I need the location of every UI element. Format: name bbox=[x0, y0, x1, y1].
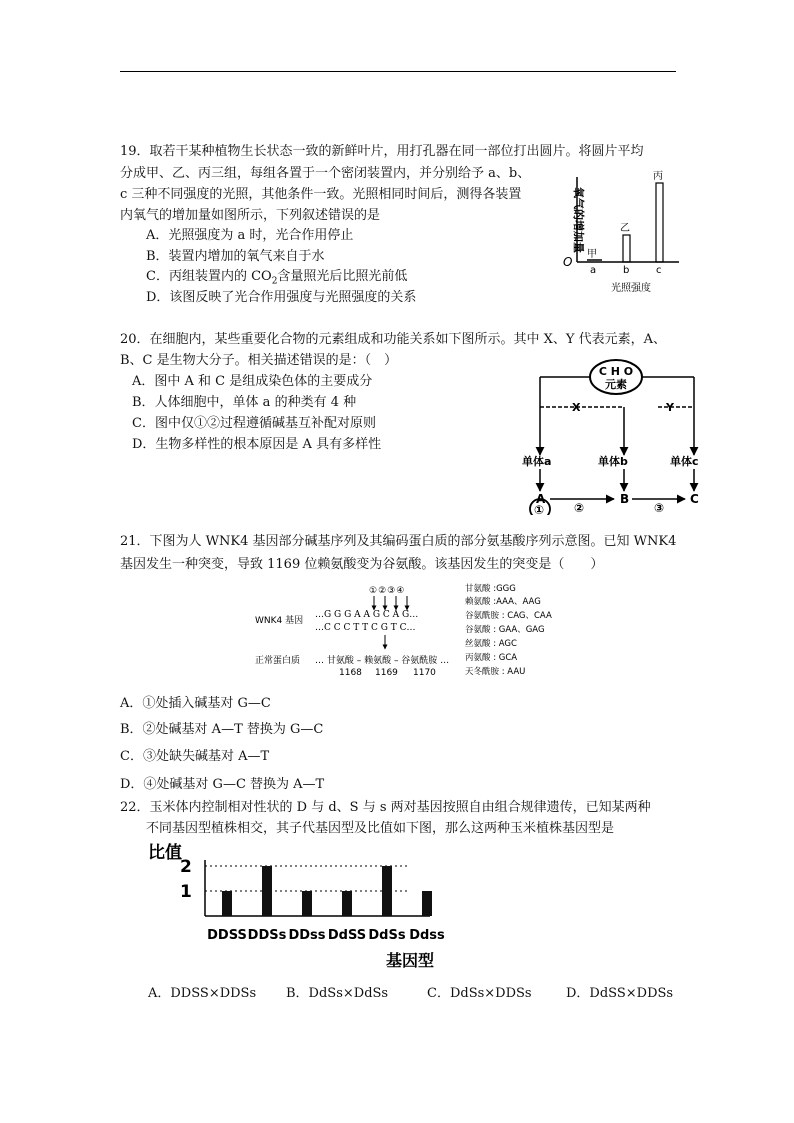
q22-bar-Ddss bbox=[422, 891, 432, 916]
macromolecule-A: A bbox=[536, 492, 546, 506]
coding-strand: …G G G A A G C A G… bbox=[315, 610, 419, 620]
codon-table-row-1: 甘氨酸 :GGG bbox=[465, 584, 516, 594]
q22-xtick-Ddss: Ddss bbox=[409, 928, 445, 943]
q21-option-c: C．③处缺失碱基对 A—T bbox=[120, 749, 270, 764]
monomer-c: 单体c bbox=[670, 455, 699, 468]
q22-ytick-2: 2 bbox=[180, 857, 192, 877]
q22-bar-DdSS bbox=[342, 891, 352, 916]
q22-option-a: A．DDSS×DDSs bbox=[148, 986, 257, 1001]
q19-line-1: 19．取若干某种植物生长状态一致的新鲜叶片，用打孔器在同一部位打出圆片。将圆片平均 bbox=[120, 144, 644, 159]
macromolecule-B: B bbox=[620, 492, 630, 506]
q19-option-b: B．装置内增加的氧气来自于水 bbox=[146, 249, 325, 264]
q22-line-1: 22．玉米体内控制相对性状的 D 与 d、S 与 s 两对基因按照自由组合规律遗传，已知某两种 bbox=[120, 800, 651, 815]
q19-ylabel: 氧气的增加量 bbox=[572, 187, 585, 253]
q21-line-2: 基因发生一种突变，导致 1169 位赖氨酸变为谷氨酸。该基因发生的突变是（ ） bbox=[120, 557, 604, 572]
q20-flow-diagram bbox=[508, 355, 723, 515]
q21-gene-figure bbox=[255, 583, 570, 681]
q19-label-jia: 甲 bbox=[587, 249, 597, 260]
q19-tick-c: c bbox=[656, 265, 662, 276]
q22-option-c: C．DdSs×DDSs bbox=[427, 986, 532, 1001]
position-1169: 1169 bbox=[375, 668, 398, 678]
q21-option-d: D．④处碱基对 G—C 替换为 A—T bbox=[120, 777, 325, 792]
q20-option-b: B．人体细胞中，单体 a 的种类有 4 种 bbox=[132, 395, 357, 410]
step3-label: ③ bbox=[654, 501, 665, 515]
q22-option-b: B．DdSs×DdSs bbox=[286, 986, 389, 1001]
mutation-markers: ①②③④ bbox=[369, 586, 406, 596]
q19-tick-a: a bbox=[590, 265, 597, 276]
q19-option-c: C．丙组装置内的 $CO_2$含量照光后比照光前低 bbox=[146, 269, 408, 287]
q22-xtick-DDSS: DDSS bbox=[207, 928, 247, 943]
q22-xtick-DDss: DDss bbox=[288, 928, 326, 943]
q20-option-a: A．图中 A 和 C 是组成染色体的主要成分 bbox=[132, 374, 373, 389]
gene-label: WNK4 基因 bbox=[255, 616, 304, 626]
q19-option-d: D．该图反映了光合作用强度与光照强度的关系 bbox=[146, 290, 417, 305]
protein-sequence: … 甘氨酸 – 赖氨酸 – 谷氨酰胺 … bbox=[315, 656, 450, 666]
codon-table-row-5: 丝氨酸 : AGC bbox=[465, 639, 517, 649]
codon-table-row-4: 谷氨酸 : GAA、GAG bbox=[465, 625, 545, 635]
q22-bar-DDSs bbox=[262, 866, 272, 916]
position-1170: 1170 bbox=[413, 668, 436, 678]
step1-label: ① bbox=[534, 503, 545, 515]
step2-label: ② bbox=[574, 501, 585, 515]
q21-option-a: A．①处插入碱基对 G—C bbox=[120, 696, 271, 711]
q22-xlabel: 基因型 bbox=[386, 951, 435, 970]
header-rule bbox=[120, 71, 676, 72]
q20-option-d: D．生物多样性的根本原因是 A 具有多样性 bbox=[132, 437, 382, 452]
q22-ylabel: 比值 bbox=[148, 843, 182, 863]
codon-table-row-7: 天冬酰胺 : AAU bbox=[465, 667, 526, 677]
element-x-label: X bbox=[572, 401, 581, 414]
q20-option-c: C．图中仅①②过程遵循碱基互补配对原则 bbox=[132, 416, 376, 431]
q19-bar-chart bbox=[555, 165, 690, 295]
q19-bar-bing bbox=[656, 183, 663, 262]
codon-table-row-6: 丙氨酸 : GCA bbox=[465, 653, 518, 663]
codon-table-row-2: 赖氨酸 :AAA、AAG bbox=[465, 597, 541, 607]
q19-bar-yi bbox=[623, 235, 630, 262]
q22-line-2: 不同基因型植株相交，其子代基因型及比值如下图，那么这两种玉米植株基因型是 bbox=[146, 821, 615, 836]
q19-label-bing: 丙 bbox=[653, 171, 663, 182]
position-1168: 1168 bbox=[339, 668, 362, 678]
q22-option-d: D．DdSS×DDSs bbox=[566, 986, 674, 1001]
q19-option-a: A．光照强度为 a 时，光合作用停止 bbox=[146, 228, 354, 243]
q21-option-b: B．②处碱基对 A—T 替换为 G—C bbox=[120, 722, 324, 737]
element-y-label: Y bbox=[666, 401, 674, 414]
q20-line-2: B、C 是生物大分子。相关描述错误的是：（ ） bbox=[120, 353, 398, 368]
q22-ytick-1: 1 bbox=[180, 882, 192, 902]
q19-origin: O bbox=[563, 255, 573, 269]
codon-table-row-3: 谷氨酰胺 : CAG、CAA bbox=[465, 611, 552, 621]
q19-line-2: 分成甲、乙、丙三组，每组各置于一个密闭装置内，并分别给予 a、b、 bbox=[120, 166, 531, 181]
q19-tick-b: b bbox=[623, 265, 630, 276]
monomer-a: 单体a bbox=[522, 455, 552, 468]
q19-line-4: 内氧气的增加量如图所示，下列叙述错误的是 bbox=[120, 208, 381, 223]
q20-line-1: 20．在细胞内，某些重要化合物的元素组成和功能关系如下图所示。其中 X、Y 代表元素，A、 bbox=[120, 332, 667, 347]
q22-bar-DdSs bbox=[382, 866, 392, 916]
q19-xlabel: 光照强度 bbox=[611, 283, 651, 294]
q19-line-3: c 三种不同强度的光照，其他条件一致。光照相同时间后，测得各装置 bbox=[120, 187, 522, 202]
monomer-b: 单体b bbox=[598, 455, 628, 468]
element-label: 元素 bbox=[605, 378, 627, 391]
q22-xtick-DdSS: DdSS bbox=[327, 928, 367, 943]
template-strand: …C C C T T C G T C… bbox=[315, 623, 416, 633]
macromolecule-C: C bbox=[690, 492, 699, 506]
q21-line-1: 21．下图为人 WNK4 基因部分碱基序列及其编码蛋白质的部分氨基酸序列示意图。已知 WNK4 bbox=[120, 534, 677, 549]
q22-bar-DDss bbox=[302, 891, 312, 916]
q22-genotype-chart bbox=[140, 838, 450, 973]
q22-xtick-DdSs: DdSs bbox=[368, 928, 406, 943]
q19-label-yi: 乙 bbox=[620, 223, 630, 234]
q22-bar-DDSS bbox=[222, 891, 232, 916]
cho-label: C H O bbox=[598, 365, 634, 378]
protein-label: 正常蛋白质 bbox=[255, 656, 301, 666]
q22-xtick-DDSs: DDSs bbox=[247, 928, 287, 943]
